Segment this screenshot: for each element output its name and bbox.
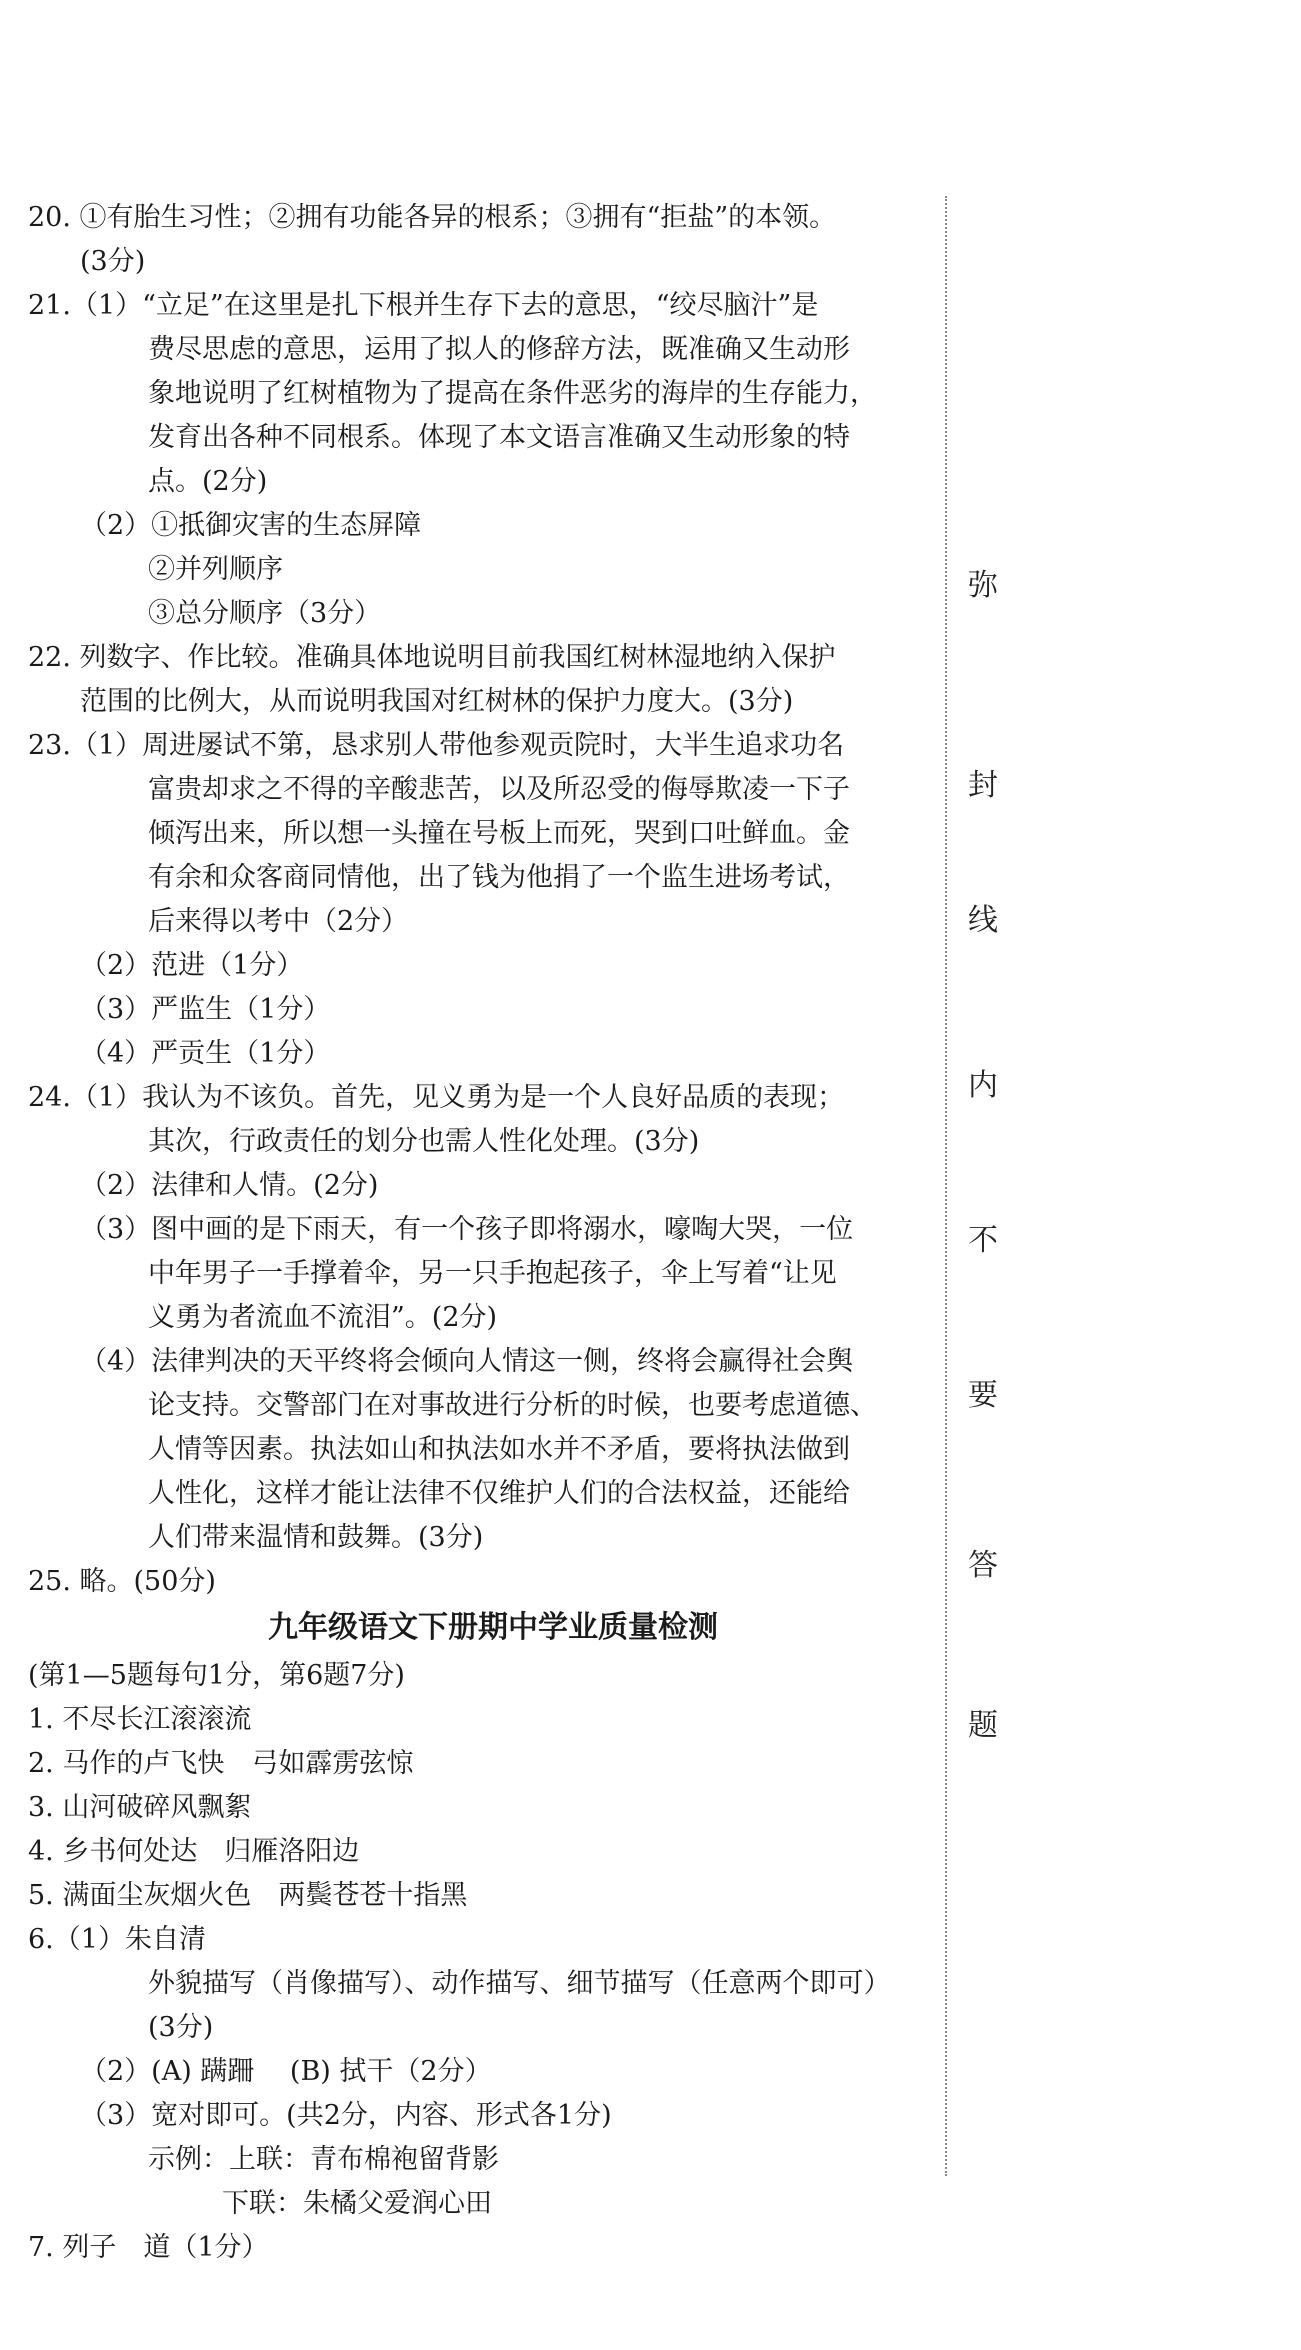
section-note: (第1—5题每句1分，第6题7分): [28, 1660, 405, 1691]
section-item-5: 5. 满面尘灰烟火色 两鬓苍苍十指黑: [28, 1880, 468, 1911]
seal-separator-line: [945, 196, 947, 2176]
answer-25: 25. 略。(50分): [28, 1566, 216, 1597]
answer-24-line1: 24.（1）我认为不该负。首先，见义勇为是一个人良好品质的表现；: [28, 1082, 845, 1113]
answer-6-line3: (3分): [148, 2012, 214, 2043]
answer-6-part2: （2）(A) 蹒跚 (B) 拭干（2分）: [80, 2056, 492, 2087]
answer-24-part2: （2）法律和人情。(2分): [80, 1170, 379, 1201]
answer-24-part4-c: 人情等因素。执法如山和执法如水并不矛盾，要将执法做到: [148, 1434, 850, 1465]
answer-23-line2: 富贵却求之不得的辛酸悲苦，以及所忍受的侮辱欺凌一下子: [148, 774, 850, 805]
answer-20-line1: 20. ①有胎生习性；②拥有功能各异的根系；③拥有“拒盐”的本领。: [28, 202, 837, 233]
answer-21-part2-a: （2）①抵御灾害的生态屏障: [80, 510, 422, 541]
answer-21-line3: 象地说明了红树植物为了提高在条件恶劣的海岸的生存能力，: [148, 378, 877, 409]
answer-key: [28, 196, 928, 2270]
seal-char-5: 不: [968, 1223, 998, 1258]
answer-6-line2: 外貌描写（肖像描写）、动作描写、细节描写（任意两个即可）: [148, 1968, 891, 1999]
answer-23-part2: （2）范进（1分）: [80, 950, 304, 981]
seal-char-4: 内: [968, 1068, 998, 1103]
answer-23-line1: 23.（1）周进屡试不第，恳求别人带他参观贡院时，大半生追求功名: [28, 730, 845, 761]
answer-6-part3: （3）宽对即可。(共2分，内容、形式各1分): [80, 2100, 612, 2131]
answer-24-part4-b: 论支持。交警部门在对事故进行分析的时候，也要考虑道德、: [148, 1390, 877, 1421]
answer-24-part3-b: 中年男子一手撑着伞，另一只手抱起孩子，伞上写着“让见: [148, 1258, 837, 1289]
answer-21-line4: 发育出各种不同根系。体现了本文语言准确又生动形象的特: [148, 422, 850, 453]
answer-21-line2: 费尽思虑的意思，运用了拟人的修辞方法，既准确又生动形: [148, 334, 850, 365]
answer-24-part4-e: 人们带来温情和鼓舞。(3分): [148, 1522, 484, 1553]
section-item-4: 4. 乡书何处达 归雁洛阳边: [28, 1836, 360, 1867]
seal-char-7: 答: [968, 1548, 998, 1583]
seal-char-8: 题: [968, 1708, 998, 1743]
answer-21-line1: 21.（1）“立足”在这里是扎下根并生存下去的意思，“绞尽脑汁”是: [28, 290, 819, 321]
seal-char-6: 要: [968, 1378, 998, 1413]
answer-23-line3: 倾泻出来，所以想一头撞在号板上而死，哭到口吐鲜血。金: [148, 818, 850, 849]
answer-24-part3-c: 义勇为者流血不流泪”。(2分): [148, 1302, 498, 1333]
section-item-1: 1. 不尽长江滚滚流: [28, 1704, 252, 1735]
section-title: 九年级语文下册期中学业质量检测: [268, 1610, 718, 1645]
seal-char-2: 封: [968, 768, 998, 803]
answer-20-line2: (3分): [80, 246, 146, 277]
answer-23-part3: （3）严监生（1分）: [80, 994, 331, 1025]
answer-6-example-1: 示例：上联：青布棉袍留背影: [148, 2144, 499, 2175]
answer-6-line1: 6.（1）朱自清: [28, 1924, 206, 1955]
answer-7: 7. 列子 道（1分）: [28, 2232, 269, 2263]
answer-23-line4: 有余和众客商同情他，出了钱为他捐了一个监生进场考试，: [148, 862, 850, 893]
answer-6-example-2: 下联：朱橘父爱润心田: [222, 2188, 492, 2219]
answer-24-part4-a: （4）法律判决的天平终将会倾向人情这一侧，终将会赢得社会舆: [80, 1346, 854, 1377]
seal-char-1: 弥: [968, 568, 998, 603]
answer-24-part3-a: （3）图中画的是下雨天，有一个孩子即将溺水，嚎啕大哭，一位: [80, 1214, 854, 1245]
answer-21-part2-c: ③总分顺序（3分）: [148, 598, 382, 629]
answer-22-line2: 范围的比例大，从而说明我国对红树林的保护力度大。(3分): [80, 686, 794, 717]
section-item-3: 3. 山河破碎风飘絮: [28, 1792, 252, 1823]
answer-22-line1: 22. 列数字、作比较。准确具体地说明目前我国红树林湿地纳入保护: [28, 642, 836, 673]
seal-char-3: 线: [968, 903, 998, 938]
section-item-2: 2. 马作的卢飞快 弓如霹雳弦惊: [28, 1748, 414, 1779]
answer-23-part4: （4）严贡生（1分）: [80, 1038, 331, 1069]
answer-21-line5: 点。(2分): [148, 466, 268, 497]
answer-24-part4-d: 人性化，这样才能让法律不仅维护人们的合法权益，还能给: [148, 1478, 850, 1509]
answer-21-part2-b: ②并列顺序: [148, 554, 283, 585]
answer-23-line5: 后来得以考中（2分）: [148, 906, 409, 937]
answer-24-line2: 其次，行政责任的划分也需人性化处理。(3分): [148, 1126, 700, 1157]
